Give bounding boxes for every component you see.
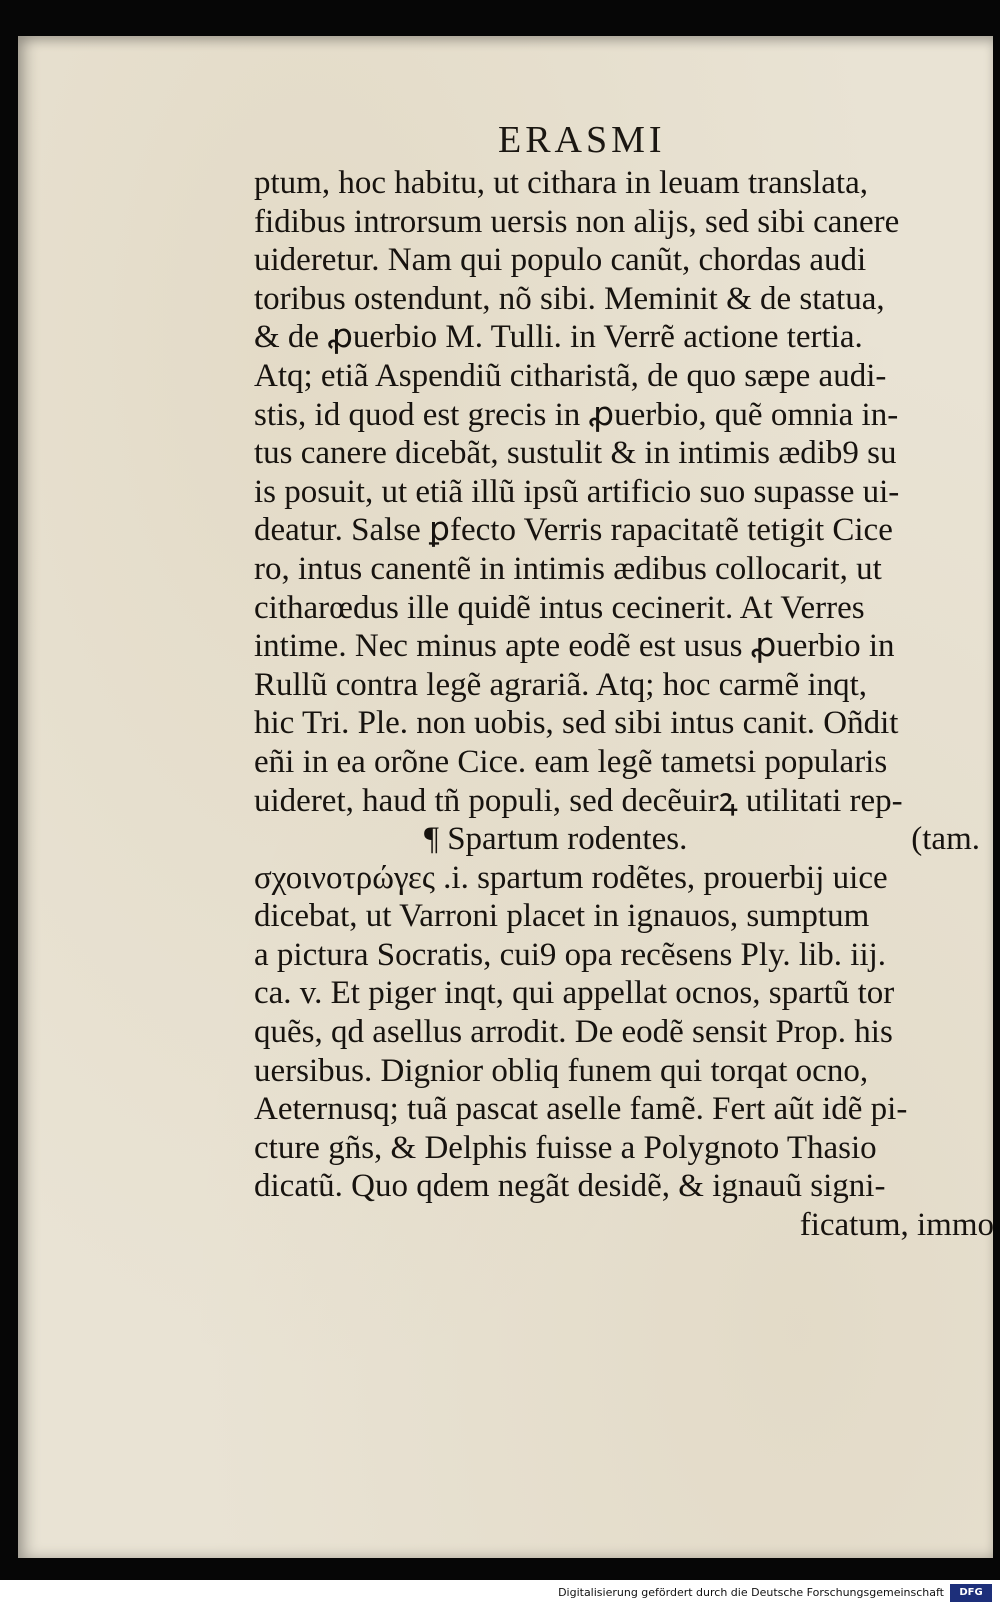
text-line-19: dicebat, ut Varroni placet in ignauos, sumptum [254, 898, 870, 935]
book-page [18, 36, 993, 1558]
text-line-9: is posuit, ut etiã illũ ipsũ artificio suo supasse ui- [254, 473, 900, 510]
text-line-17: uideret, haud tñ populi, sed decẽuirꝝ utilitati rep- [254, 782, 903, 819]
text-line-1: ptum, hoc habitu, ut cithara in leuam translata, [254, 165, 868, 201]
text-line-3: uideretur. Nam qui populo canũt, chordas audi [254, 242, 867, 279]
footer-bar [0, 1580, 1000, 1608]
text-line-12: citharœdus ille quidẽ intus cecinerit. At Verres [254, 589, 865, 626]
text-line-22: quẽs, qd asellus arrodit. De eodẽ sensit Prop. his [254, 1014, 893, 1051]
text-line-5: & de ꝓuerbio M. Tulli. in Verrẽ actione tertia. [254, 319, 863, 356]
text-line-13: intime. Nec minus apte eodẽ est usus ꝓuerbio in [254, 628, 895, 665]
heading-text: ¶ Spartum rodentes. [424, 821, 688, 858]
text-line-11: ro, intus canentẽ in intimis ædibus collocarit, ut [254, 550, 882, 587]
heading-aside: (tam. [911, 821, 980, 858]
text-block [254, 164, 994, 1245]
text-line-25: cture gñs, & Delphis fuisse a Polygnoto Thasio [254, 1129, 877, 1166]
text-line-18: σχοινοτρώγες .i. spartum rodẽtes, prouerbij uice [254, 859, 888, 896]
running-header: ERASMI [498, 119, 666, 161]
text-line-20: a pictura Socratis, cui9 opa recẽsens Ply. lib. iij. [254, 936, 887, 973]
text-line-26: dicatũ. Quo qdem negãt desidẽ, & ignauũ signi- [254, 1168, 886, 1205]
text-line-8: tus canere dicebãt, sustulit & in intimis ædib9 su [254, 435, 897, 472]
section-heading [254, 820, 994, 859]
dfg-logo-icon: DFG [950, 1584, 992, 1602]
text-line-7: stis, id quod est grecis in ꝓuerbio, quẽ omnia in- [254, 396, 899, 433]
text-line-14: Rullũ contra legẽ agrariã. Atq; hoc carmẽ inqt, [254, 666, 868, 703]
funding-note: Digitalisierung gefördert durch die Deutsche Forschungsgemeinschaft [558, 1586, 944, 1599]
text-line-21: ca. v. Et piger inqt, qui appellat ocnos, spartũ tor [254, 975, 895, 1012]
text-line-23: uersibus. Dignior obliq funem qui torqat ocno, [254, 1052, 869, 1089]
text-line-2: fidibus introrsum uersis non alijs, sed sibi canere [254, 203, 900, 240]
text-line-10: deatur. Salse ꝑfecto Verris rapacitatẽ tetigit Cice [254, 512, 893, 549]
text-line-4: toribus ostendunt, nõ sibi. Meminit & de statua, [254, 280, 885, 317]
text-line-16: eñi in ea orõne Cice. eam legẽ tametsi popularis [254, 743, 888, 780]
text-line-24: Aeternusq; tuã pascat aselle famẽ. Fert aũt idẽ pi- [254, 1091, 908, 1128]
catchword: ficatum, immo [799, 1207, 994, 1244]
text-line-6: Atq; etiã Aspendiũ citharistã, de quo sæpe audi- [254, 357, 887, 394]
text-line-15: hic Tri. Ple. non uobis, sed sibi intus canit. Oñdit [254, 705, 899, 742]
